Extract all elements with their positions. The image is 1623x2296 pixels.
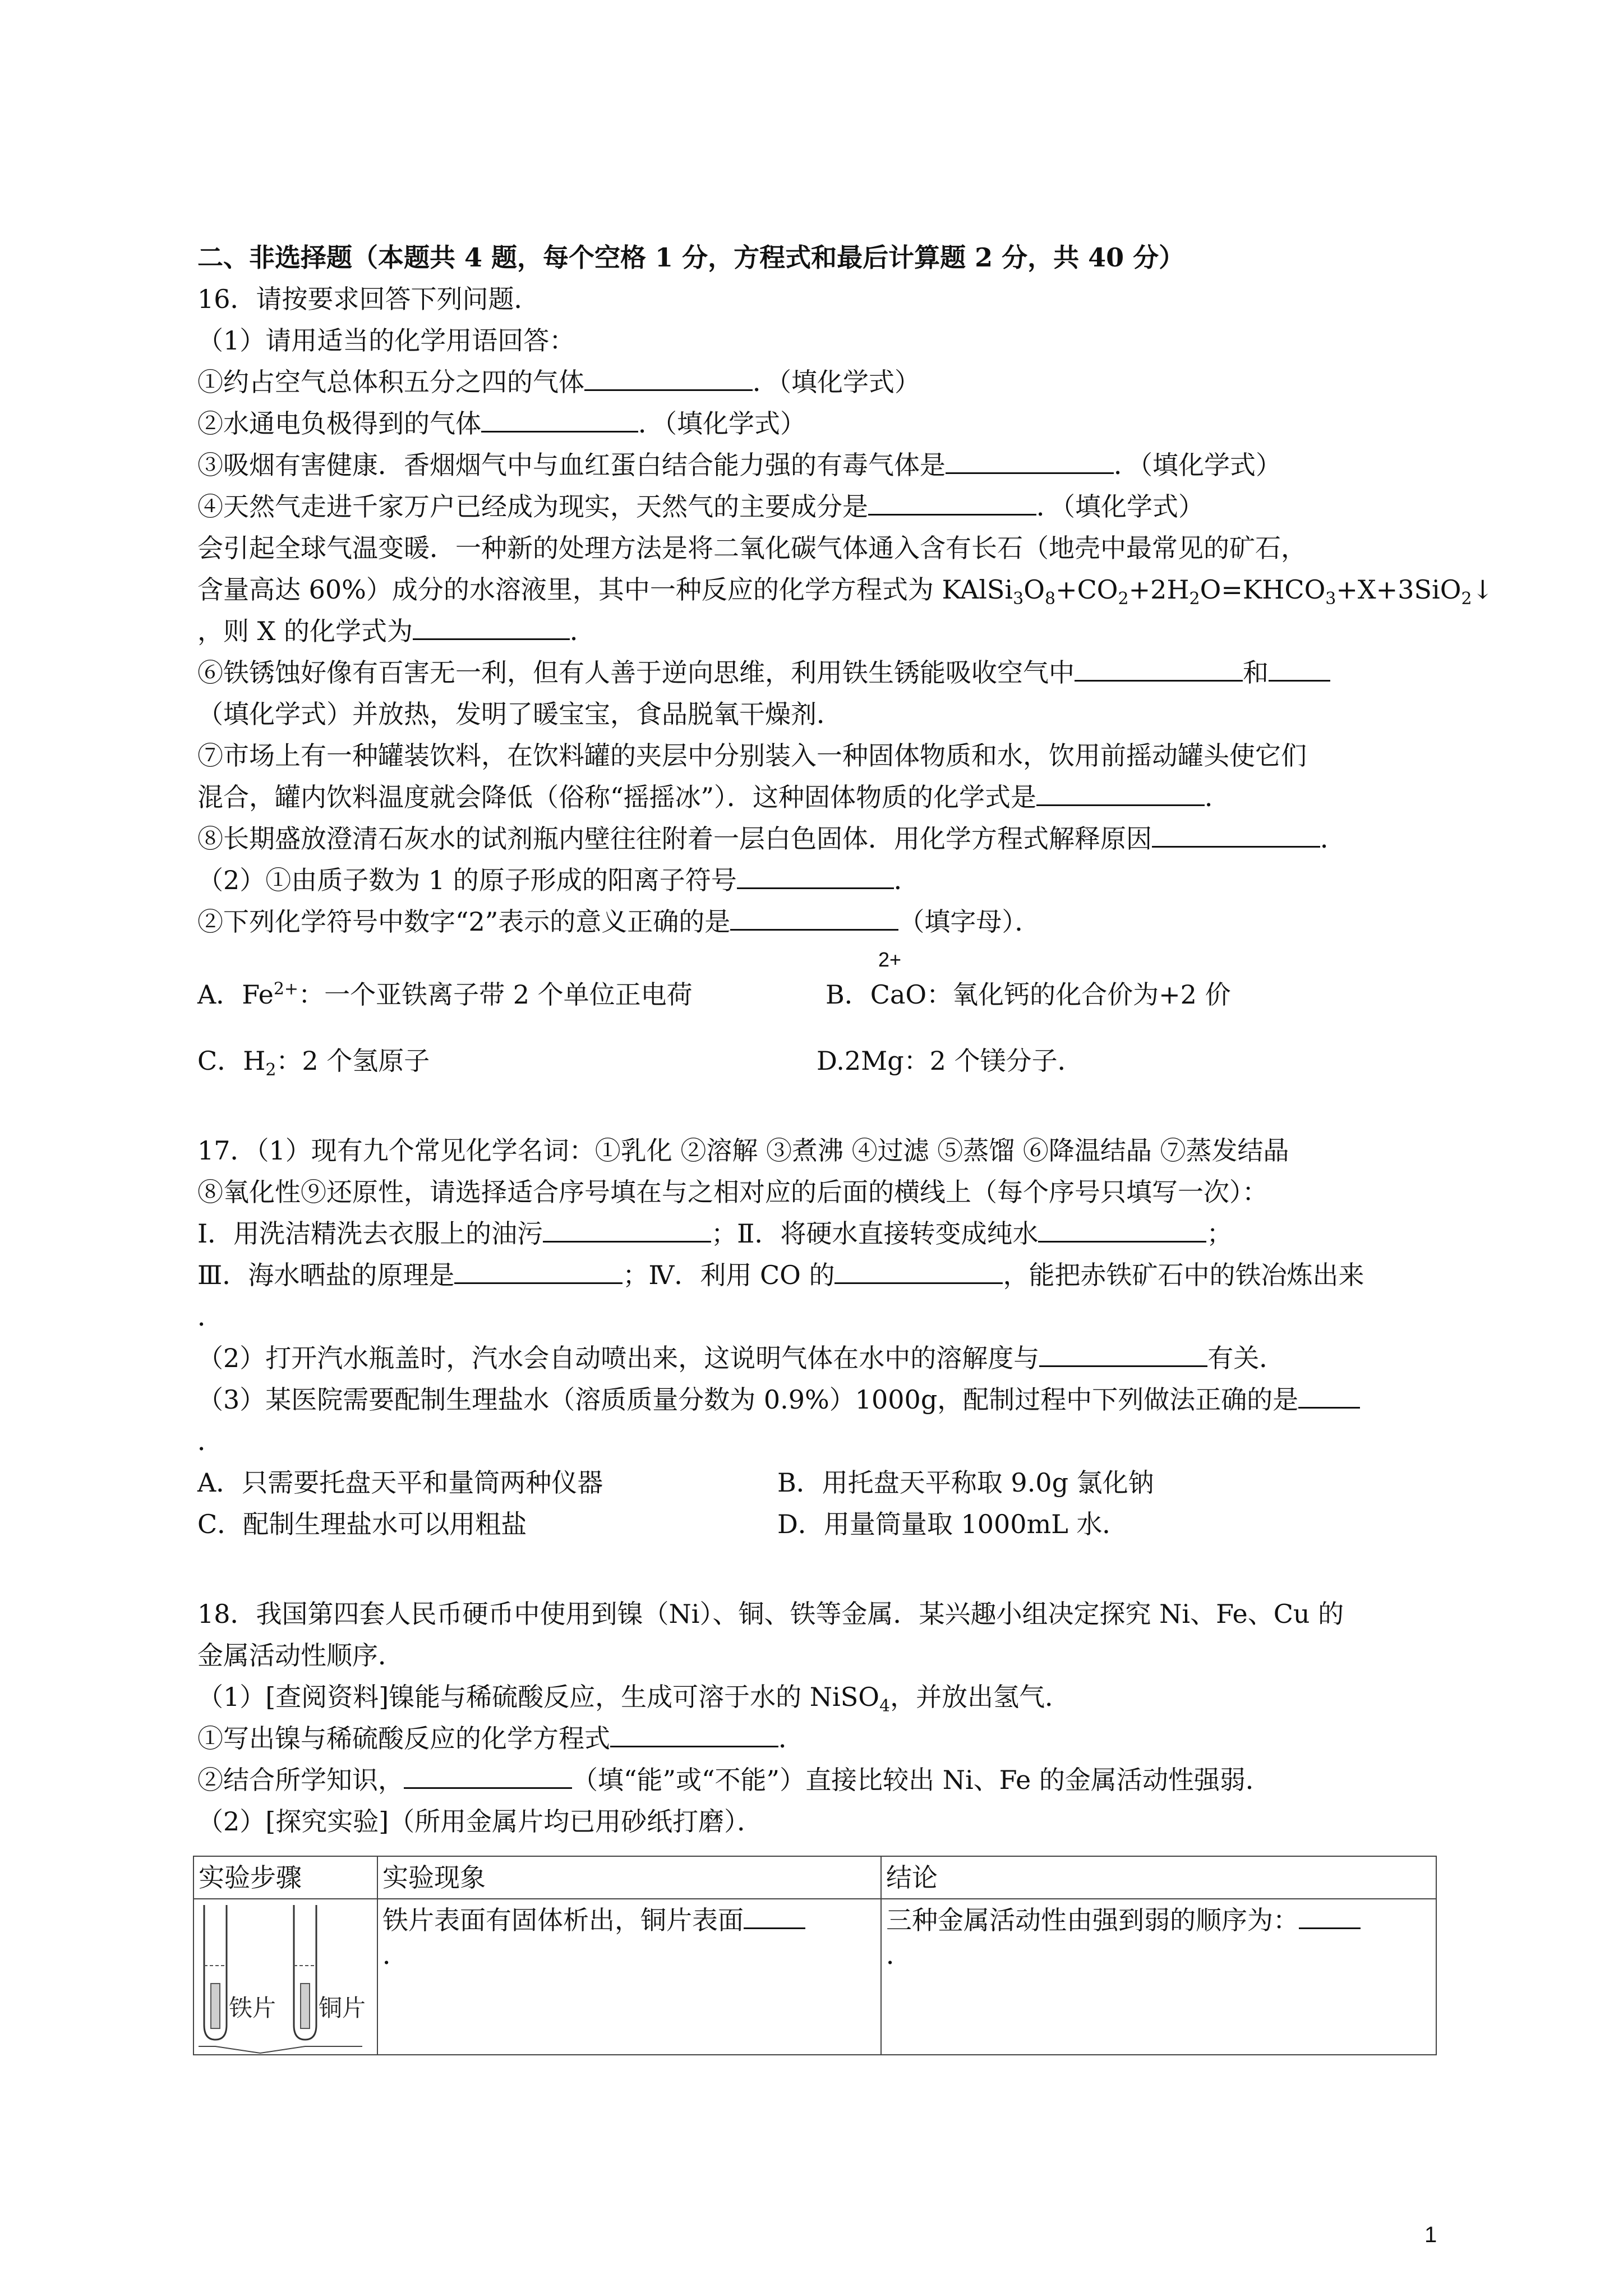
q16-item6-line2: （填化学式）并放热，发明了暖宝宝，食品脱氧干燥剂． (197, 699, 842, 729)
valence-charge-label: 2+ (878, 948, 902, 971)
answer-blank[interactable] (454, 1258, 623, 1284)
q16-item3: ③吸烟有害健康．香烟烟气中与血红蛋白结合能力强的有毒气体是 ．（填化学式） (197, 448, 1281, 482)
q17-line3: Ⅰ．用洗洁精洗去衣服上的油污 ；Ⅱ．将硬水直接转变成纯水 ； (197, 1216, 1232, 1251)
table-row (193, 1899, 1436, 2055)
experiment-table (193, 1856, 1437, 2055)
q16-item5-line3: ，则 X 的化学式为 ． (197, 614, 596, 648)
q18-line2: 金属活动性顺序． (197, 1640, 404, 1671)
q16-item7-line2: 混合，罐内饮料温度就会降低（俗称“摇摇冰”）．这种固体物质的化学式是 ． (197, 780, 1230, 815)
q17-line8: ． (197, 1426, 223, 1456)
answer-blank[interactable] (584, 365, 753, 391)
answer-blank[interactable] (834, 1258, 1003, 1284)
q17-option-a: A．只需要托盘天平和量筒两种仪器 (197, 1467, 603, 1498)
q16-item1: ①约占空气总体积五分之四的气体 ．（填化学式） (197, 365, 920, 399)
answer-blank[interactable] (404, 1763, 572, 1789)
answer-blank[interactable] (1299, 1903, 1361, 1929)
q16-item7-line1: ⑦市场上有一种罐装饮料，在饮料罐的夹层中分别装入一种固体物质和水，饮用前摇动罐头使它们 (197, 740, 1307, 771)
answer-blank[interactable] (413, 614, 570, 640)
q17-line4: Ⅲ．海水晒盐的原理是 ；Ⅳ．利用 CO 的 ，能把赤铁矿石中的铁冶炼出来 (197, 1258, 1364, 1292)
answer-blank[interactable] (1269, 655, 1330, 682)
answer-blank[interactable] (946, 448, 1114, 474)
answer-blank[interactable] (868, 489, 1036, 516)
q17-option-b: B．用托盘天平称取 9.0g 氯化钠 (777, 1467, 1154, 1498)
answer-blank[interactable] (1298, 1382, 1360, 1409)
q16-part2-item2: ②下列化学符号中数字“2”表示的意义正确的是 （填字母）． (197, 904, 1040, 939)
q16-option-a: A．$Fe^{2+}$：一个亚铁离子带 2 个单位正电荷 (197, 979, 693, 1010)
experiment-diagram-cell (193, 1899, 377, 2055)
q16-item8: ⑧长期盛放澄清石灰水的试剂瓶内壁往往附着一层白色固体．用化学方程式解释原因 ． (197, 821, 1346, 856)
test-tube-diagram (194, 1899, 372, 2054)
answer-blank[interactable] (1036, 780, 1205, 806)
q16-item2: ②水通电负极得到的气体 ．（填化学式） (197, 406, 806, 441)
header-conclusion: 结论 (881, 1856, 1436, 1899)
q18-line5: ②结合所学知识， （填“能”或“不能”）直接比较出 Ni、Fe 的金属活动性强弱． (197, 1763, 1271, 1797)
answer-blank[interactable] (610, 1721, 778, 1747)
q16-part1: （1）请用适当的化学用语回答： (197, 325, 575, 356)
conclusion-cell: 三种金属活动性由强到弱的顺序为： ． (881, 1899, 1436, 2055)
answer-blank[interactable] (737, 863, 894, 889)
table-header-row (193, 1856, 1436, 1899)
q17-option-d: D．用量筒量取 1000mL 水． (777, 1509, 1128, 1539)
iron-sheet-label: 铁片 (229, 1994, 276, 2022)
q17-option-c: C．配制生理盐水可以用粗盐 (197, 1509, 527, 1539)
answer-blank[interactable] (730, 904, 898, 931)
q16-option-b: B．CaO：氧化钙的化合价为+2 价 (826, 979, 1231, 1010)
q16-item4: ④天然气走进千家万户已经成为现实，天然气的主要成分是 ．（填化学式） (197, 489, 1204, 524)
q16-item6-line1: ⑥铁锈蚀好像有百害无一利，但有人善于逆向思维，利用铁生锈能吸收空气中 和 (197, 655, 1330, 690)
page-number: 1 (1424, 2223, 1437, 2247)
q17-line2: ⑧氧化性⑨还原性，请选择适合序号填在与之相对应的后面的横线上（每个序号只填写一次）： (197, 1177, 1268, 1207)
copper-sheet-label: 铜片 (319, 1994, 366, 2022)
q16-item5-line2: 含量高达 60%）成分的水溶液里，其中一种反应的化学方程式为 $KAlSi_3O_8+CO_2+2H_2O=KHCO_3+X+3SiO_2↓$ (197, 574, 1494, 609)
section-heading: 二、非选择题（本题共 4 题，每个空格 1 分，方程式和最后计算题 2 分，共 40 分） (197, 242, 1185, 273)
q17-line5: ． (197, 1301, 223, 1332)
answer-blank[interactable] (481, 406, 638, 432)
answer-blank[interactable] (1152, 821, 1320, 848)
q16-option-c: C．$H_2$：2 个氢原子 (197, 1046, 430, 1080)
q17-line6: （2）打开汽水瓶盖时，汽水会自动喷出来，这说明气体在水中的溶解度与 有关． (197, 1341, 1285, 1375)
answer-blank[interactable] (543, 1216, 711, 1243)
q16-option-d: D.2Mg：2 个镁分子． (817, 1046, 1083, 1076)
q18-line6: （2）[探究实验]（所用金属片均已用砂纸打磨）． (197, 1806, 763, 1837)
answer-blank[interactable] (1038, 1216, 1206, 1243)
header-steps: 实验步骤 (193, 1856, 377, 1899)
q16-part2-item1: （2）①由质子数为 1 的原子形成的阳离子符号 ． (197, 863, 920, 898)
answer-blank[interactable] (744, 1903, 805, 1929)
q18-line4: ①写出镍与稀硫酸反应的化学方程式 ． (197, 1721, 804, 1756)
q16-item5-line1: 会引起全球气温变暖．一种新的处理方法是将二氧化碳气体通入含有长石（地壳中最常见的矿石， (197, 533, 1307, 563)
q18-line3: （1）[查阅资料]镍能与稀硫酸反应，生成可溶于水的 NiSO$_4$，并放出氢气． (197, 1682, 1071, 1717)
q17-line1: 17．（1）现有九个常见化学名词：①乳化 ②溶解 ③煮沸 ④过滤 ⑤蒸馏 ⑥降温结晶 ⑦蒸发结晶 (197, 1135, 1289, 1166)
q18-line1: 18．我国第四套人民币硬币中使用到镍（Ni）、铜、铁等金属．某兴趣小组决定探究 Ni、Fe、Cu 的 (197, 1599, 1344, 1629)
answer-blank[interactable] (1075, 655, 1243, 682)
q16-title: 16．请按要求回答下列问题． (197, 284, 540, 314)
answer-blank[interactable] (1039, 1341, 1207, 1367)
header-observation: 实验现象 (377, 1856, 881, 1899)
q17-line7: （3）某医院需要配制生理盐水（溶质质量分数为 0.9%）1000g，配制过程中下列做法正确的是 (197, 1382, 1360, 1417)
observation-cell: 铁片表面有固体析出，铜片表面 ． (377, 1899, 881, 2055)
